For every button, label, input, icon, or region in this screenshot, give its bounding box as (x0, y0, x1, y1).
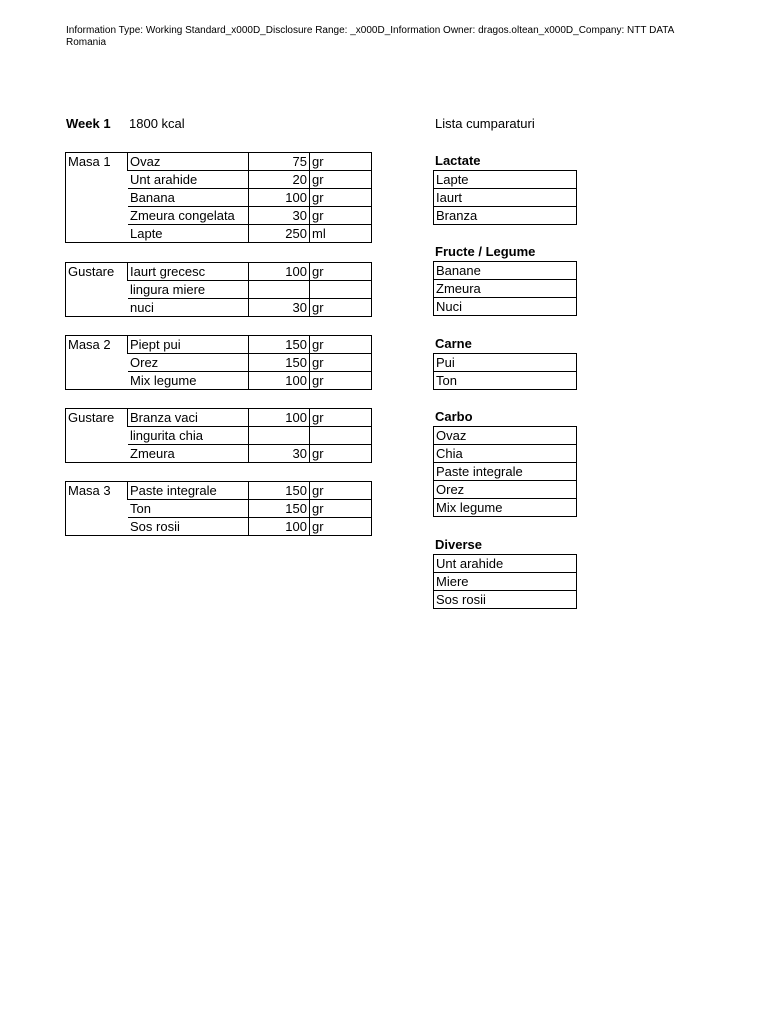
shopping-item: Nuci (434, 298, 577, 316)
shopping-category-title: Carne (435, 336, 472, 351)
shopping-row (434, 445, 577, 463)
food-cell: Lapte (128, 225, 249, 243)
shopping-category-table (433, 170, 577, 225)
meal-row (66, 372, 372, 390)
food-cell: Ovaz (128, 153, 249, 171)
shopping-row (434, 189, 577, 207)
shopping-category-table (433, 261, 577, 316)
quantity-cell: 150 (249, 336, 310, 354)
shopping-category-title: Carbo (435, 409, 473, 424)
shopping-item: Zmeura (434, 280, 577, 298)
meal-name: Masa 3 (66, 482, 128, 500)
meal-table (65, 152, 372, 243)
quantity-cell: 150 (249, 482, 310, 500)
unit-cell: gr (310, 207, 372, 225)
week-label: Week 1 (66, 116, 111, 131)
unit-cell: gr (310, 372, 372, 390)
shopping-item: Ovaz (434, 427, 577, 445)
unit-cell: gr (310, 518, 372, 536)
meal-name (66, 207, 128, 225)
meal-row (66, 189, 372, 207)
meal-name (66, 372, 128, 390)
quantity-cell (249, 281, 310, 299)
meal-row (66, 299, 372, 317)
meal-name (66, 427, 128, 445)
unit-cell: gr (310, 482, 372, 500)
shopping-row (434, 354, 577, 372)
shopping-category-title: Lactate (435, 153, 481, 168)
shopping-row (434, 207, 577, 225)
shopping-item: Pui (434, 354, 577, 372)
meal-row (66, 445, 372, 463)
unit-cell: gr (310, 409, 372, 427)
unit-cell: gr (310, 500, 372, 518)
meal-row (66, 153, 372, 171)
shopping-category-table (433, 426, 577, 517)
meal-name (66, 500, 128, 518)
shopping-list-title: Lista cumparaturi (435, 116, 535, 131)
meal-name: Gustare (66, 409, 128, 427)
meal-name (66, 299, 128, 317)
meal-row (66, 427, 372, 445)
meal-row (66, 263, 372, 281)
shopping-row (434, 499, 577, 517)
shopping-item: Lapte (434, 171, 577, 189)
food-cell: Branza vaci (128, 409, 249, 427)
meal-name (66, 281, 128, 299)
meal-table (65, 481, 372, 536)
quantity-cell: 30 (249, 207, 310, 225)
unit-cell: gr (310, 171, 372, 189)
shopping-item: Paste integrale (434, 463, 577, 481)
food-cell: Zmeura congelata (128, 207, 249, 225)
shopping-item: Branza (434, 207, 577, 225)
unit-cell (310, 427, 372, 445)
quantity-cell: 30 (249, 299, 310, 317)
food-cell: nuci (128, 299, 249, 317)
shopping-item: Iaurt (434, 189, 577, 207)
document-header: Information Type: Working Standard_x000D_Disclosure Range: _x000D_Information Owner: dragos.oltean_x000D_Company: NTT DATA Romania (66, 25, 674, 48)
meal-name (66, 445, 128, 463)
shopping-item: Unt arahide (434, 555, 577, 573)
shopping-row (434, 372, 577, 390)
meal-row (66, 171, 372, 189)
food-cell: Unt arahide (128, 171, 249, 189)
meal-table (65, 408, 372, 463)
food-cell: Banana (128, 189, 249, 207)
unit-cell: gr (310, 445, 372, 463)
quantity-cell: 75 (249, 153, 310, 171)
quantity-cell: 30 (249, 445, 310, 463)
meal-row (66, 336, 372, 354)
unit-cell: gr (310, 189, 372, 207)
food-cell: Piept pui (128, 336, 249, 354)
quantity-cell: 100 (249, 263, 310, 281)
meal-row (66, 207, 372, 225)
shopping-row (434, 171, 577, 189)
meal-name: Masa 1 (66, 153, 128, 171)
meal-row (66, 518, 372, 536)
food-cell: Paste integrale (128, 482, 249, 500)
shopping-row (434, 280, 577, 298)
quantity-cell: 250 (249, 225, 310, 243)
shopping-category-title: Diverse (435, 537, 482, 552)
shopping-item: Ton (434, 372, 577, 390)
quantity-cell: 100 (249, 518, 310, 536)
shopping-row (434, 463, 577, 481)
food-cell: Mix legume (128, 372, 249, 390)
shopping-row (434, 573, 577, 591)
shopping-row (434, 481, 577, 499)
shopping-row (434, 298, 577, 316)
meal-name (66, 171, 128, 189)
shopping-item: Orez (434, 481, 577, 499)
shopping-item: Miere (434, 573, 577, 591)
shopping-row (434, 262, 577, 280)
meal-row (66, 354, 372, 372)
unit-cell: gr (310, 299, 372, 317)
meal-row (66, 225, 372, 243)
quantity-cell: 100 (249, 189, 310, 207)
shopping-item: Banane (434, 262, 577, 280)
unit-cell: gr (310, 153, 372, 171)
meal-row (66, 281, 372, 299)
meal-name (66, 518, 128, 536)
food-cell: Ton (128, 500, 249, 518)
meal-table (65, 335, 372, 390)
meal-table (65, 262, 372, 317)
unit-cell: gr (310, 263, 372, 281)
unit-cell: gr (310, 354, 372, 372)
quantity-cell: 100 (249, 409, 310, 427)
quantity-cell: 100 (249, 372, 310, 390)
shopping-item: Chia (434, 445, 577, 463)
shopping-category-table (433, 554, 577, 609)
shopping-row (434, 555, 577, 573)
kcal-label: 1800 kcal (129, 116, 185, 131)
shopping-row (434, 427, 577, 445)
food-cell: lingura miere (128, 281, 249, 299)
quantity-cell (249, 427, 310, 445)
quantity-cell: 20 (249, 171, 310, 189)
meal-name (66, 225, 128, 243)
unit-cell: ml (310, 225, 372, 243)
meal-name (66, 189, 128, 207)
food-cell: lingurita chia (128, 427, 249, 445)
meal-row (66, 482, 372, 500)
shopping-item: Sos rosii (434, 591, 577, 609)
meal-name (66, 354, 128, 372)
food-cell: Zmeura (128, 445, 249, 463)
unit-cell: gr (310, 336, 372, 354)
unit-cell (310, 281, 372, 299)
meal-row (66, 500, 372, 518)
shopping-item: Mix legume (434, 499, 577, 517)
shopping-category-table (433, 353, 577, 390)
shopping-row (434, 591, 577, 609)
meal-row (66, 409, 372, 427)
shopping-category-title: Fructe / Legume (435, 244, 536, 259)
meal-name: Gustare (66, 263, 128, 281)
quantity-cell: 150 (249, 354, 310, 372)
food-cell: Iaurt grecesc (128, 263, 249, 281)
meal-name: Masa 2 (66, 336, 128, 354)
food-cell: Sos rosii (128, 518, 249, 536)
food-cell: Orez (128, 354, 249, 372)
quantity-cell: 150 (249, 500, 310, 518)
